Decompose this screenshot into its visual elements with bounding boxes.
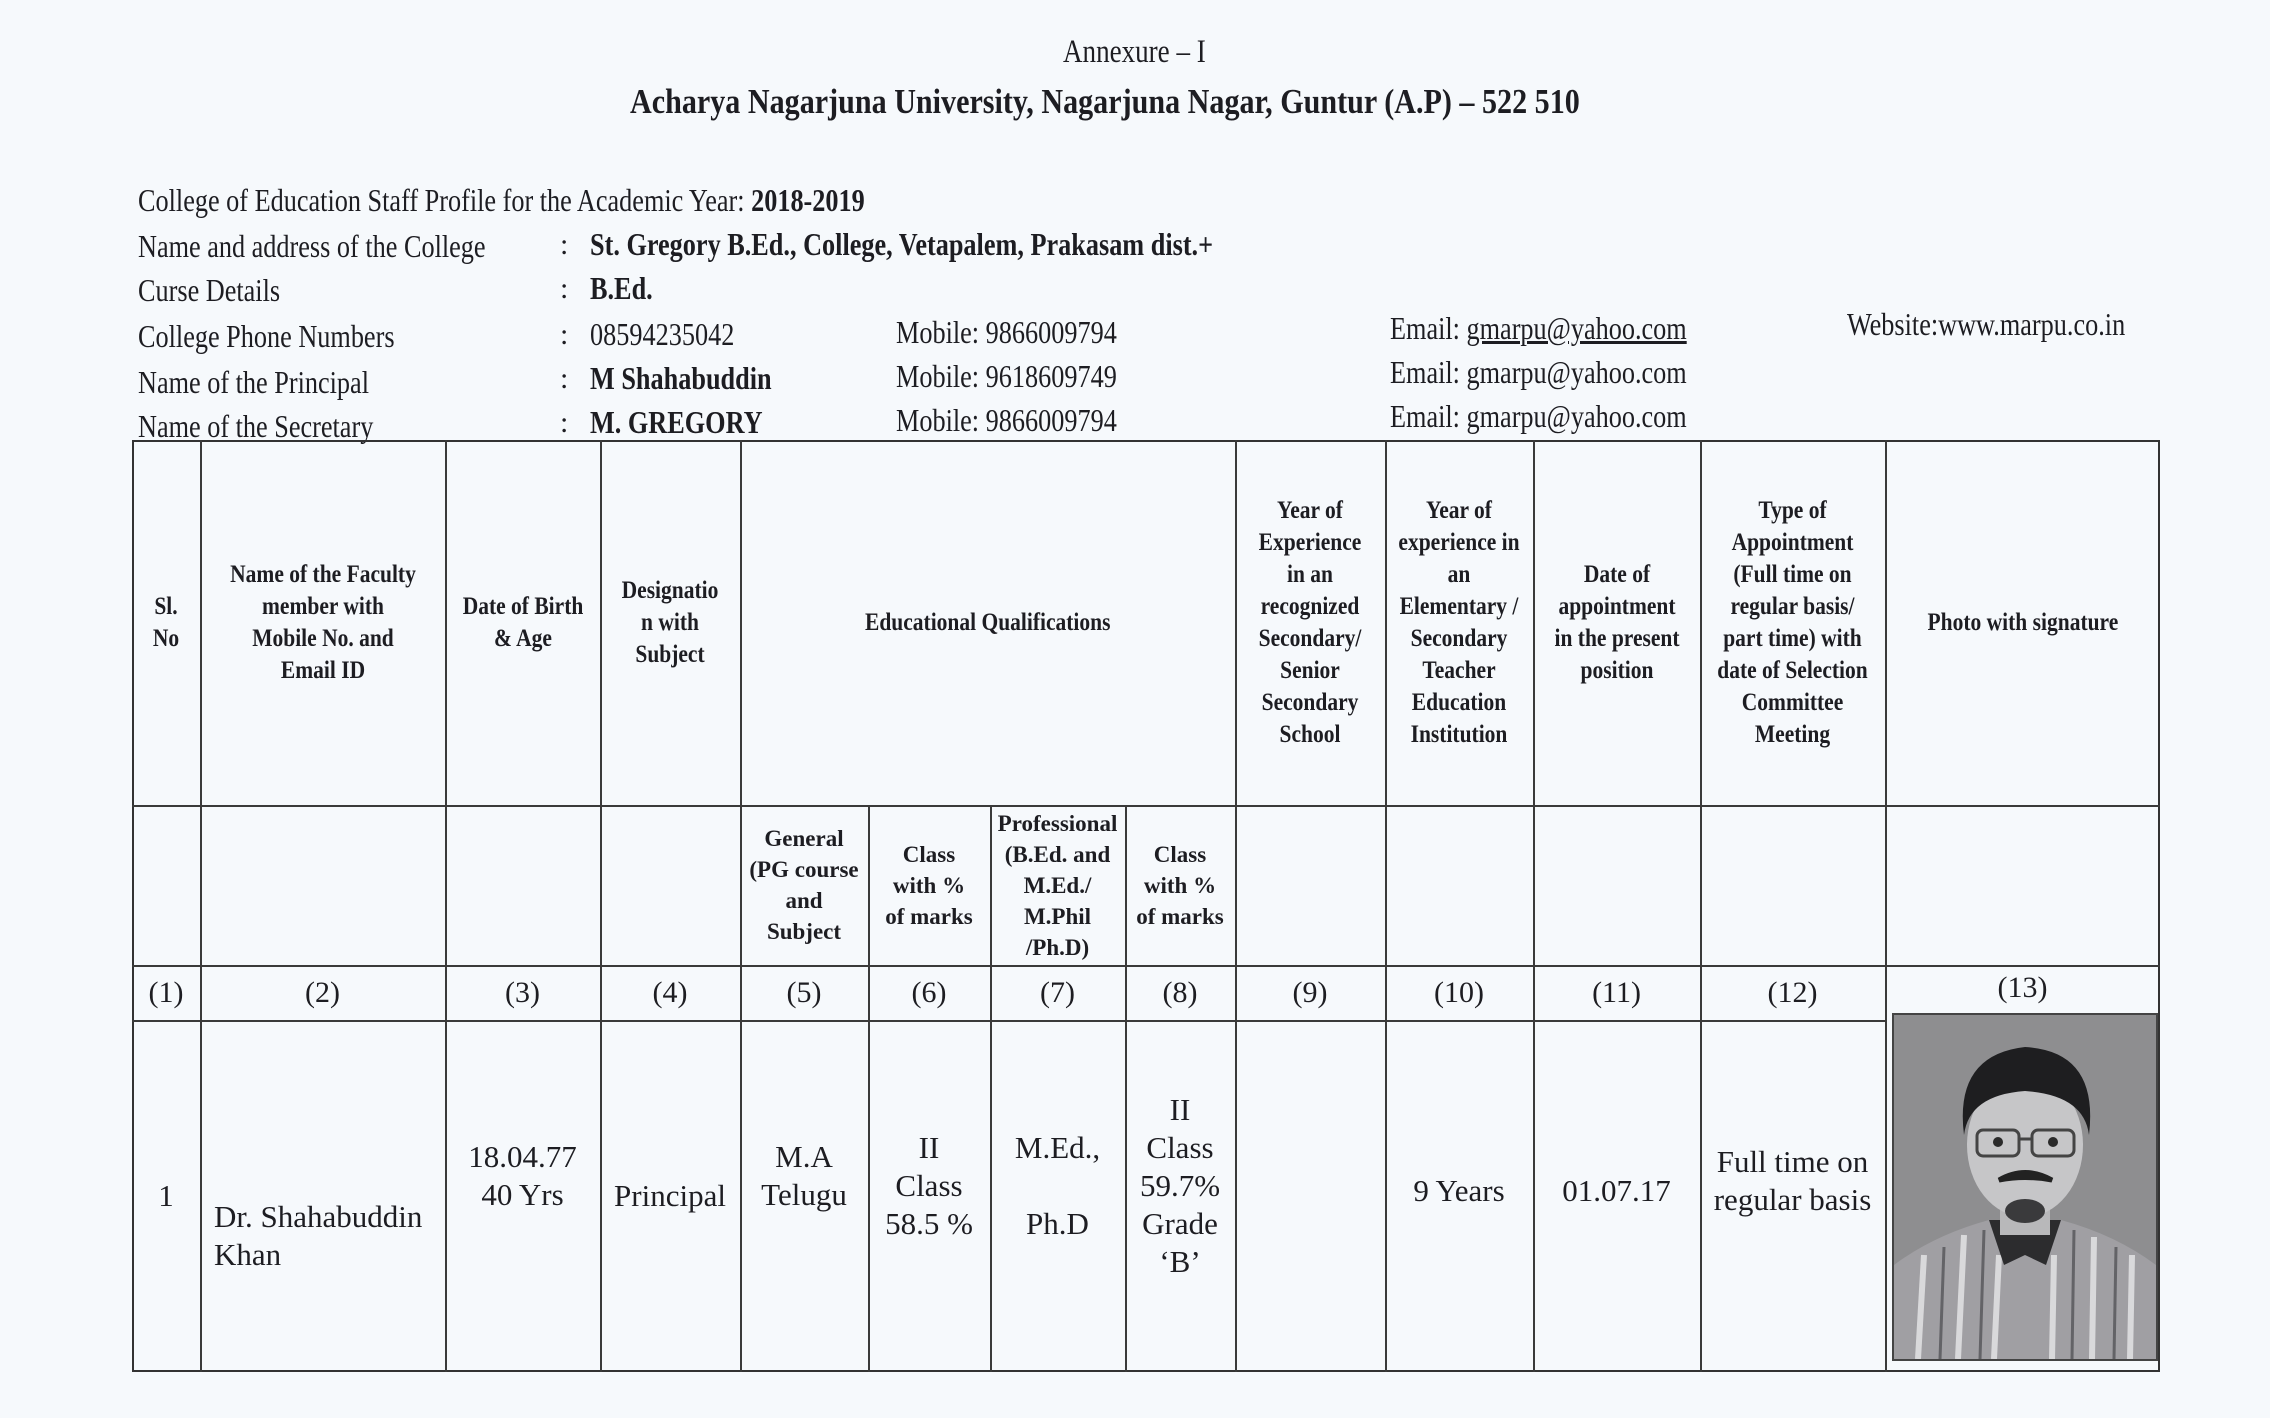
principal-value [590,360,772,397]
header-text: Type of Appointment (Full time on regular basis/ part time) with date of Selection Committee Meeting [1717,496,1868,748]
college-mobile: Mobile: 9866009794 [896,314,1117,350]
course-details-value [590,270,653,307]
cell-class1 [868,1010,990,1362]
cell-class2 [1125,1010,1235,1362]
header-sl-no [132,440,200,805]
spacer [1015,1167,1100,1205]
header-exp-school [1235,440,1385,805]
faculty-name-line: Dr. Shahabuddin [214,1199,423,1234]
colon: : [560,318,569,351]
college-email [1390,310,1687,347]
column-number: (3) [505,975,540,1009]
qualification-line: Telugu [761,1177,847,1212]
college-name-value [590,226,1213,263]
university-title: Acharya Nagarjuna University, Nagarjuna Nagar, Guntur (A.P) – 522 510 [630,82,1580,121]
colon: : [560,362,569,395]
header-text: Sl. No [152,592,180,652]
cell-sl-no: 1 [158,1178,174,1213]
principal-email-address: gmarpu@yahoo.com [1466,354,1687,390]
column-number: (9) [1292,975,1328,1009]
professional-qualification [1015,1129,1100,1243]
college-phone-label: College Phone Numbers [138,318,395,354]
dob-age [468,1138,577,1214]
secretary-email-address: gmarpu@yahoo.com [1466,398,1687,434]
dob: 18.04.77 [468,1139,577,1174]
appointment-line: Full time on [1716,1144,1869,1179]
secretary-email [1390,398,1687,435]
class-line: Class [1146,1130,1214,1165]
academic-year: 2018-2019 [751,182,865,218]
header-text: Educational Qualifications [864,608,1111,636]
subheader-text: General (PG course and Subject [749,826,859,944]
column-number: (2) [305,975,340,1009]
header-text: Designatio n with Subject [621,576,719,668]
principal-label: Name of the Principal [138,364,369,400]
profile-title [138,182,865,219]
column-number: (8) [1162,975,1198,1009]
subheader-text: Professional (B.Ed. and M.Ed./ M.Phil /Ph.D) [997,810,1118,960]
faculty-photo [1892,1013,2158,1361]
email-label: Email: [1390,310,1460,346]
header-designation [600,440,740,805]
class-line: Grade [1142,1206,1218,1241]
subheader-class1 [868,805,990,965]
header-text: Date of appointment in the present position [1553,560,1680,684]
course-details-label: Curse Details [138,272,281,308]
college-name-label: Name and address of the College [138,228,486,264]
course-text: B.Ed. [590,270,653,306]
subheader-general [740,805,868,965]
subheader-text: Class with % of marks [885,841,973,929]
header-date-appointment [1533,440,1700,805]
qualification-line: M.A [775,1139,833,1174]
cell-dob [445,1000,600,1352]
secretary-name: M. GREGORY [590,404,763,440]
college-phone-value: 08594235042 [590,316,735,352]
general-qualification [761,1138,847,1214]
college-name-text: St. Gregory B.Ed., College, Vetapalem, Prakasam dist.+ [590,226,1214,262]
qualification-line: Ph.D [1026,1206,1089,1241]
class-line: II [918,1130,940,1165]
column-number: (12) [1767,975,1818,1009]
class-line: Class [895,1168,963,1203]
header-text: Photo with signature [1927,608,2118,636]
header-type-appointment [1700,440,1885,805]
header-name [200,440,445,805]
colon: : [560,406,569,439]
principal-mobile: Mobile: 9618609749 [896,358,1117,394]
class-marks [1140,1091,1220,1281]
header-exp-teacher-ed [1385,440,1533,805]
class-line: II [1169,1092,1191,1127]
secretary-mobile: Mobile: 9866009794 [896,402,1117,438]
column-number: (6) [911,975,947,1009]
class-line: ‘B’ [1159,1244,1201,1279]
age: 40 Yrs [481,1177,564,1212]
principal-email [1390,354,1687,391]
header-text: Year of experience in an Elementary / Secondary Teacher Education Institution [1398,496,1520,748]
subheader-professional [990,805,1125,965]
column-number: (1) [148,975,184,1009]
appointment-line: regular basis [1713,1182,1872,1217]
class-line: 58.5 % [885,1206,973,1241]
subheader-class2 [1125,805,1235,965]
header-dob [445,440,600,805]
subheader-text: Class with % of marks [1136,841,1224,929]
email-label: Email: [1390,354,1460,390]
cell-type-appointment [1700,1005,1885,1357]
secretary-value [590,404,763,441]
person-photo-icon [1894,1015,2156,1359]
cell-general-qualification [740,1000,868,1352]
college-website[interactable]: Website:www.marpu.co.in [1847,306,2126,342]
header-text: Name of the Faculty member with Mobile No. and Email ID [229,560,416,684]
profile-title-label: College of Education Staff Profile for the Academic Year: [138,182,745,218]
college-email-link[interactable]: gmarpu@yahoo.com [1466,310,1687,346]
cell-designation: Principal [614,1178,726,1213]
header-photo [1885,440,2160,805]
cell-exp-school [1235,1020,1385,1372]
cell-date-appointment: 01.07.17 [1562,1173,1671,1208]
column-number: (13) [1997,970,2048,1004]
column-number: (5) [786,975,822,1009]
qualification-line: M.Ed., [1014,1130,1101,1165]
header-educational-qualifications [740,440,1235,805]
class-line: 59.7% [1139,1168,1221,1203]
column-number: (4) [652,975,688,1009]
appointment-type [1714,1143,1872,1219]
principal-name: M Shahabuddin [590,360,772,396]
cell-exp-teacher-ed: 9 Years [1413,1173,1505,1208]
column-number: (11) [1592,975,1641,1009]
column-number: (10) [1434,975,1484,1009]
colon: : [560,228,569,261]
header-text: Date of Birth & Age [462,592,583,652]
faculty-name-line: Khan [214,1237,282,1272]
cell-faculty-name [200,1060,445,1412]
header-text: Year of Experience in an recognized Secondary/ Senior Secondary School [1258,496,1362,748]
colon: : [560,272,569,305]
faculty-name [214,1198,422,1274]
email-label: Email: [1390,398,1460,434]
annexure-title: Annexure – I [1063,34,1206,70]
column-number: (7) [1040,975,1075,1009]
class-marks [885,1129,973,1243]
secretary-label: Name of the Secretary [138,408,374,444]
cell-professional-qualification [990,1010,1125,1362]
